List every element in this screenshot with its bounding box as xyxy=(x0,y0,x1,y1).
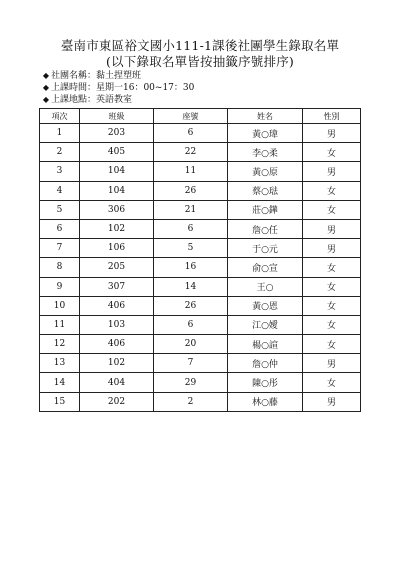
cell-seat-no: 29 xyxy=(154,373,228,392)
table-row xyxy=(40,124,361,143)
cell-name: 黃○原 xyxy=(228,162,303,181)
cell-class: 102 xyxy=(80,354,154,373)
cell-name: 王○ xyxy=(228,277,303,296)
cell-name: 蔡○琺 xyxy=(228,181,303,200)
cell-item-no: 2 xyxy=(40,143,80,162)
diamond-bullet-icon: ◆ xyxy=(42,71,50,80)
table-row xyxy=(40,335,361,354)
cell-seat-no: 5 xyxy=(154,239,228,258)
info-class-location-text: 上課地點：英語教室 xyxy=(51,95,133,105)
cell-item-no: 3 xyxy=(40,162,80,181)
cell-gender: 女 xyxy=(303,335,361,354)
document-subtitle: (以下錄取名單皆按抽籤序號排序) xyxy=(106,54,294,69)
table-row xyxy=(40,258,361,277)
cell-name: 黃○恩 xyxy=(228,296,303,315)
cell-seat-no: 16 xyxy=(154,258,228,277)
table-row xyxy=(40,143,361,162)
cell-seat-no: 26 xyxy=(154,296,228,315)
table-row xyxy=(40,200,361,219)
cell-seat-no: 22 xyxy=(154,143,228,162)
table-row xyxy=(40,392,361,411)
cell-seat-no: 7 xyxy=(154,354,228,373)
cell-class: 104 xyxy=(80,181,154,200)
table-row xyxy=(40,373,361,392)
cell-gender: 女 xyxy=(303,277,361,296)
header-class: 班級 xyxy=(80,109,154,124)
cell-name: 莊○鏵 xyxy=(228,200,303,219)
cell-class: 406 xyxy=(80,335,154,354)
cell-class: 102 xyxy=(80,219,154,238)
cell-seat-no: 6 xyxy=(154,219,228,238)
cell-name: 江○嬡 xyxy=(228,315,303,334)
table-row xyxy=(40,181,361,200)
cell-class: 203 xyxy=(80,124,154,143)
cell-gender: 男 xyxy=(303,162,361,181)
cell-gender: 女 xyxy=(303,200,361,219)
cell-seat-no: 26 xyxy=(154,181,228,200)
cell-name: 俞○宣 xyxy=(228,258,303,277)
cell-seat-no: 21 xyxy=(154,200,228,219)
cell-class: 103 xyxy=(80,315,154,334)
table-header-row xyxy=(40,109,361,124)
cell-gender: 男 xyxy=(303,239,361,258)
cell-class: 104 xyxy=(80,162,154,181)
cell-class: 106 xyxy=(80,239,154,258)
table-body xyxy=(40,124,361,412)
header-gender: 性別 xyxy=(303,109,361,124)
cell-seat-no: 14 xyxy=(154,277,228,296)
cell-class: 406 xyxy=(80,296,154,315)
cell-item-no: 9 xyxy=(40,277,80,296)
table-row xyxy=(40,315,361,334)
cell-item-no: 4 xyxy=(40,181,80,200)
diamond-bullet-icon: ◆ xyxy=(42,83,50,92)
document-title: 臺南市東區裕文國小111-1課後社團學生錄取名單 xyxy=(60,38,340,53)
info-class-location xyxy=(41,94,132,106)
cell-name: 林○藤 xyxy=(228,392,303,411)
cell-name: 楊○諠 xyxy=(228,335,303,354)
cell-class: 306 xyxy=(80,200,154,219)
cell-item-no: 5 xyxy=(40,200,80,219)
cell-gender: 男 xyxy=(303,354,361,373)
cell-name: 于○元 xyxy=(228,239,303,258)
diamond-bullet-icon: ◆ xyxy=(42,95,50,104)
table-row xyxy=(40,277,361,296)
table-row xyxy=(40,354,361,373)
cell-seat-no: 11 xyxy=(154,162,228,181)
cell-gender: 男 xyxy=(303,219,361,238)
cell-class: 404 xyxy=(80,373,154,392)
table-row xyxy=(40,219,361,238)
table-row xyxy=(40,239,361,258)
cell-gender: 女 xyxy=(303,296,361,315)
info-class-time-text: 上課時間：星期一16：00~17：30 xyxy=(51,83,195,93)
cell-gender: 男 xyxy=(303,124,361,143)
cell-gender: 女 xyxy=(303,373,361,392)
admission-table xyxy=(39,108,361,412)
cell-name: 詹○仲 xyxy=(228,354,303,373)
cell-class: 307 xyxy=(80,277,154,296)
cell-item-no: 6 xyxy=(40,219,80,238)
cell-class: 202 xyxy=(80,392,154,411)
header-seat-no: 座號 xyxy=(154,109,228,124)
table-row xyxy=(40,296,361,315)
cell-item-no: 1 xyxy=(40,124,80,143)
cell-item-no: 10 xyxy=(40,296,80,315)
cell-item-no: 8 xyxy=(40,258,80,277)
cell-name: 陳○彤 xyxy=(228,373,303,392)
cell-gender: 女 xyxy=(303,315,361,334)
info-club-name-text: 社團名稱：黏土捏塑班 xyxy=(51,71,142,81)
info-class-time xyxy=(41,82,194,94)
cell-seat-no: 6 xyxy=(154,124,228,143)
cell-item-no: 15 xyxy=(40,392,80,411)
cell-name: 李○柔 xyxy=(228,143,303,162)
cell-item-no: 7 xyxy=(40,239,80,258)
cell-item-no: 11 xyxy=(40,315,80,334)
cell-class: 405 xyxy=(80,143,154,162)
cell-item-no: 14 xyxy=(40,373,80,392)
header-item-no: 項次 xyxy=(40,109,80,124)
cell-gender: 男 xyxy=(303,392,361,411)
cell-seat-no: 2 xyxy=(154,392,228,411)
header-name: 姓名 xyxy=(228,109,303,124)
cell-seat-no: 20 xyxy=(154,335,228,354)
cell-gender: 女 xyxy=(303,181,361,200)
cell-name: 詹○任 xyxy=(228,219,303,238)
info-club-name xyxy=(41,70,141,82)
cell-name: 黃○瑋 xyxy=(228,124,303,143)
cell-item-no: 13 xyxy=(40,354,80,373)
cell-gender: 女 xyxy=(303,143,361,162)
cell-item-no: 12 xyxy=(40,335,80,354)
cell-class: 205 xyxy=(80,258,154,277)
cell-seat-no: 6 xyxy=(154,315,228,334)
cell-gender: 女 xyxy=(303,258,361,277)
table-row xyxy=(40,162,361,181)
